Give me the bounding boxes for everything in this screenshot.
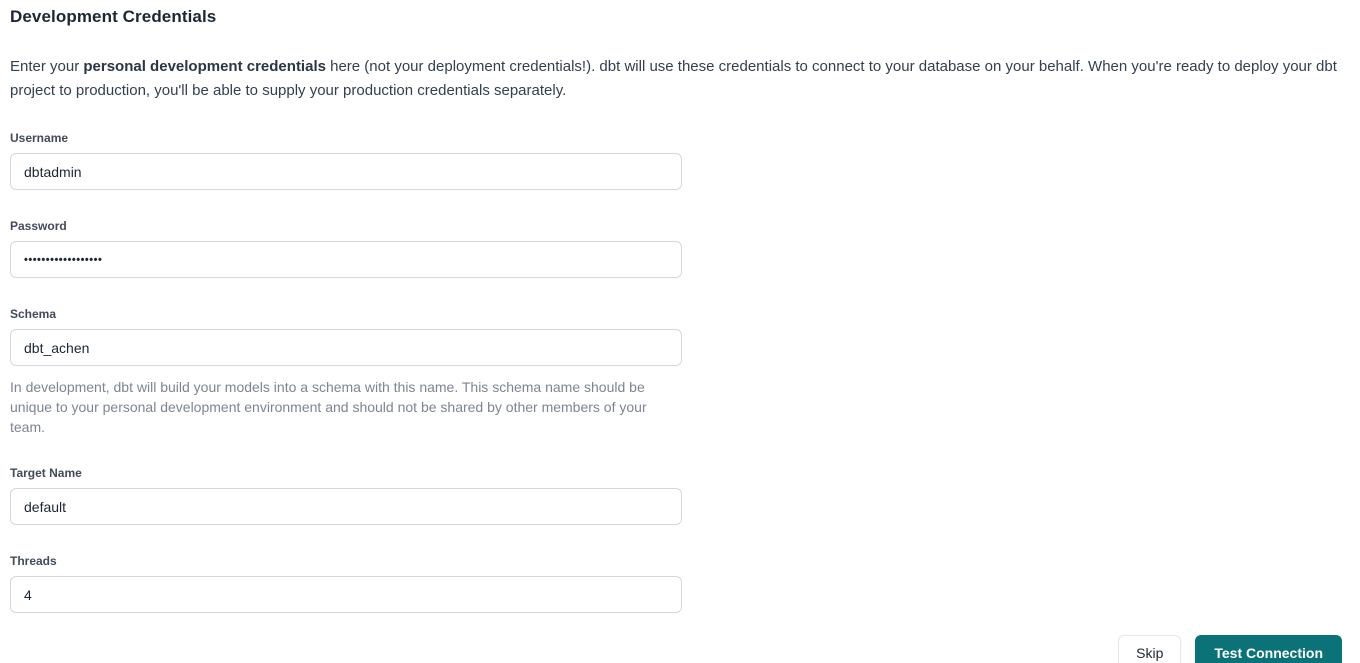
skip-button[interactable]: Skip xyxy=(1118,635,1181,663)
password-label: Password xyxy=(10,219,67,233)
target-name-input[interactable] xyxy=(10,488,682,525)
footer-actions xyxy=(10,635,1342,663)
password-field-group xyxy=(10,219,1346,278)
username-field-group xyxy=(10,131,1346,190)
schema-helper-text: In development, dbt will build your models into a schema with this name. This schema name should be unique to your personal development environment and should not be shared by other members of your team. xyxy=(10,379,647,435)
test-connection-button[interactable]: Test Connection xyxy=(1195,635,1342,663)
username-input[interactable] xyxy=(10,153,682,190)
schema-input[interactable] xyxy=(10,329,682,366)
password-input[interactable] xyxy=(10,241,682,278)
intro-prefix: Enter your xyxy=(10,58,84,75)
schema-field-group xyxy=(10,307,1346,437)
intro-suffix: here (not your deployment credentials!). dbt will use these credentials to connect to your database on your behalf. When you're ready to deploy your dbt project to production, you'll be able to supply your production credentials separately. xyxy=(10,58,1337,99)
intro-bold: personal development credentials xyxy=(83,58,326,75)
username-label: Username xyxy=(10,131,69,145)
threads-label: Threads xyxy=(10,554,57,568)
page-title: Development Credentials xyxy=(10,7,217,26)
schema-label: Schema xyxy=(10,307,57,321)
threads-input[interactable] xyxy=(10,576,682,613)
intro-text xyxy=(10,55,1342,103)
target-name-field-group xyxy=(10,466,1346,525)
target-name-label: Target Name xyxy=(10,466,82,480)
threads-field-group xyxy=(10,554,1346,613)
